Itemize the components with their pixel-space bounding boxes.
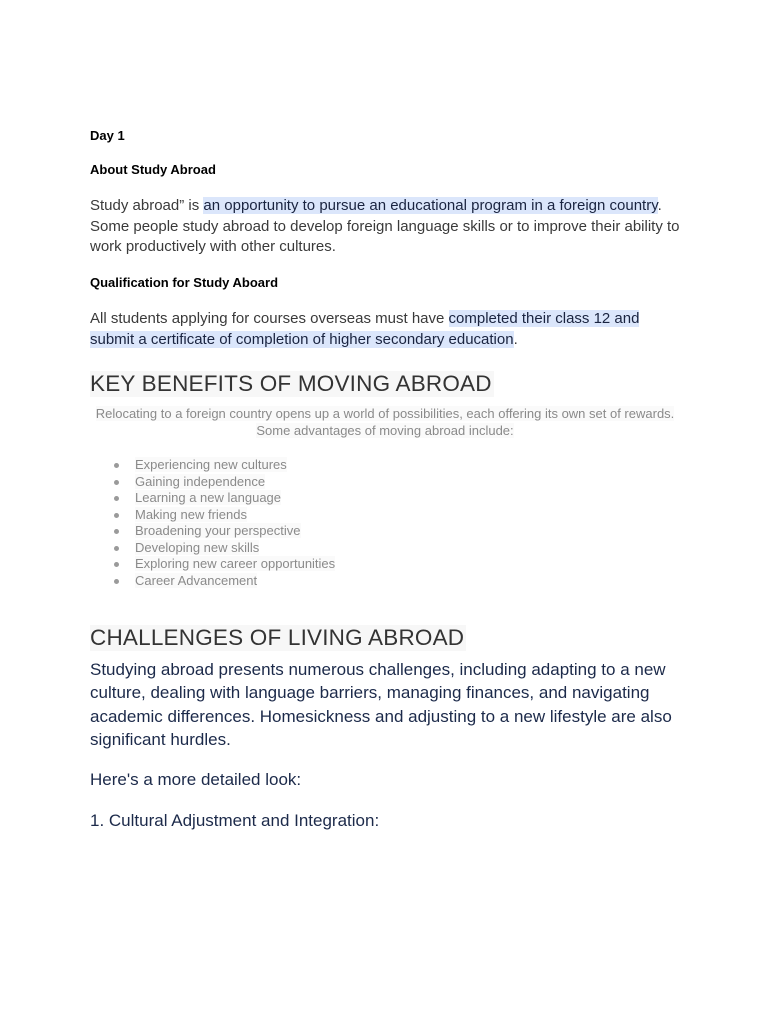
qualification-heading: Qualification for Study Aboard: [90, 275, 279, 290]
benefits-intro: [90, 405, 680, 439]
bullet-icon: [114, 513, 119, 518]
benefits-intro-line2: Some advantages of moving abroad include:: [256, 423, 514, 438]
day-label: Day 1: [90, 128, 125, 143]
bullet-icon: [114, 480, 119, 485]
qualification-text-before: All students applying for courses overseas must have: [90, 310, 449, 327]
bullet-icon: [114, 579, 119, 584]
about-text-before: Study abroad” is: [90, 197, 204, 214]
about-highlight: an opportunity to pursue an educational program in a foreign country: [203, 197, 658, 214]
list-item: Exploring new career opportunities: [90, 556, 335, 573]
benefits-heading: KEY BENEFITS OF MOVING ABROAD: [90, 371, 492, 396]
qualification-highlight: completed their class 12 and submit a certificate of completion of higher secondary education: [90, 310, 640, 348]
about-paragraph: [90, 196, 680, 258]
qualification-text-after: .: [513, 330, 518, 348]
list-item: Broadening your perspective: [90, 523, 335, 540]
list-item: Developing new skills: [90, 540, 335, 557]
about-text-after: . Some people study abroad to develop foreign language skills or to improve their ability to work productively with other cultures.: [90, 197, 680, 255]
qualification-paragraph: [90, 309, 680, 350]
bullet-icon: [114, 529, 119, 534]
bullet-icon: [114, 546, 119, 551]
challenges-paragraph: Studying abroad presents numerous challenges, including adapting to a new culture, dealing with language barriers, managing finances, and navigating academic differences. Homesickness and adjusting to a new lifestyle are also significant hurdles.: [90, 660, 672, 749]
benefits-list: [90, 457, 335, 589]
challenges-heading: CHALLENGES OF LIVING ABROAD: [90, 625, 465, 650]
list-item: Making new friends: [90, 507, 335, 524]
bullet-icon: [114, 496, 119, 501]
list-item: Career Advancement: [90, 573, 335, 590]
list-item: Gaining independence: [90, 474, 335, 491]
list-item: Learning a new language: [90, 490, 335, 507]
about-heading: About Study Abroad: [90, 162, 216, 177]
benefits-intro-line1: Relocating to a foreign country opens up a world of possibilities, each offering its own set of rewards.: [95, 406, 675, 421]
bullet-icon: [114, 562, 119, 567]
detail-intro: Here's a more detailed look:: [90, 770, 302, 789]
list-item: Experiencing new cultures: [90, 457, 335, 474]
first-point: 1. Cultural Adjustment and Integration:: [90, 811, 380, 830]
bullet-icon: [114, 463, 119, 468]
